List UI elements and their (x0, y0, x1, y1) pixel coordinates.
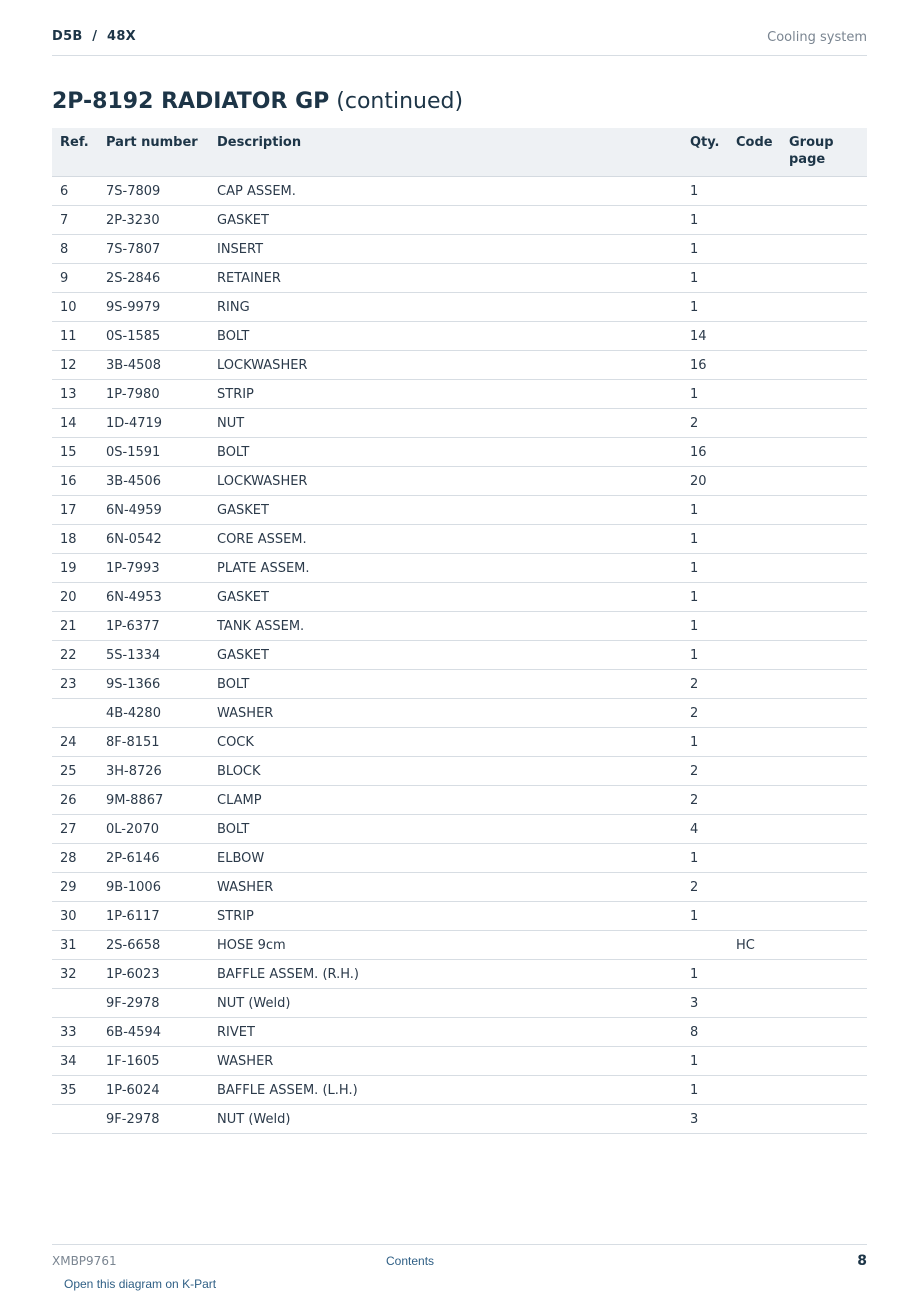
cell-description: INSERT (209, 235, 682, 264)
cell-ref: 33 (52, 1018, 98, 1047)
cell-part-number: 6N-4953 (98, 583, 209, 612)
cell-part-number: 4B-4280 (98, 699, 209, 728)
cell-description: GASKET (209, 583, 682, 612)
table-row (52, 380, 867, 409)
cell-code (728, 786, 781, 815)
cell-part-number: 5S-1334 (98, 641, 209, 670)
cell-ref: 16 (52, 467, 98, 496)
cell-description: GASKET (209, 206, 682, 235)
cell-qty: 8 (682, 1018, 728, 1047)
cell-group-page (781, 815, 867, 844)
cell-qty: 20 (682, 467, 728, 496)
column-header-group-page: Group page (781, 128, 867, 177)
cell-qty: 1 (682, 583, 728, 612)
cell-part-number: 8F-8151 (98, 728, 209, 757)
cell-part-number: 2S-6658 (98, 931, 209, 960)
cell-ref: 18 (52, 525, 98, 554)
page-number: 8 (857, 1253, 867, 1269)
cell-part-number: 1P-6377 (98, 612, 209, 641)
cell-ref: 10 (52, 293, 98, 322)
cell-code (728, 206, 781, 235)
cell-group-page (781, 1018, 867, 1047)
cell-qty: 1 (682, 844, 728, 873)
cell-group-page (781, 641, 867, 670)
cell-description: NUT (Weld) (209, 1105, 682, 1134)
cell-ref: 20 (52, 583, 98, 612)
cell-ref: 6 (52, 177, 98, 206)
cell-ref: 34 (52, 1047, 98, 1076)
cell-group-page (781, 757, 867, 786)
cell-description: GASKET (209, 641, 682, 670)
cell-qty: 2 (682, 873, 728, 902)
cell-part-number: 0S-1591 (98, 438, 209, 467)
parts-table-body (52, 177, 867, 1134)
cell-description: BLOCK (209, 757, 682, 786)
cell-qty: 1 (682, 206, 728, 235)
cell-description: GASKET (209, 496, 682, 525)
cell-code (728, 612, 781, 641)
cell-ref: 35 (52, 1076, 98, 1105)
table-row (52, 467, 867, 496)
cell-qty: 1 (682, 1076, 728, 1105)
cell-description: BOLT (209, 322, 682, 351)
cell-qty: 2 (682, 670, 728, 699)
table-row (52, 989, 867, 1018)
cell-ref: 30 (52, 902, 98, 931)
cell-code (728, 902, 781, 931)
table-row (52, 554, 867, 583)
continued-label: (continued) (336, 89, 464, 114)
cell-qty: 1 (682, 293, 728, 322)
cell-ref: 12 (52, 351, 98, 380)
cell-part-number: 3B-4506 (98, 467, 209, 496)
table-row (52, 525, 867, 554)
cell-ref: 23 (52, 670, 98, 699)
table-row (52, 351, 867, 380)
cell-part-number: 1P-7993 (98, 554, 209, 583)
table-row (52, 177, 867, 206)
cell-description: STRIP (209, 902, 682, 931)
cell-code (728, 380, 781, 409)
cell-qty: 1 (682, 554, 728, 583)
cell-part-number: 9S-9979 (98, 293, 209, 322)
cell-qty: 1 (682, 177, 728, 206)
table-row (52, 235, 867, 264)
cell-ref: 21 (52, 612, 98, 641)
assembly-title: 2P-8192 RADIATOR GP (52, 89, 330, 114)
cell-code (728, 1018, 781, 1047)
cell-code (728, 815, 781, 844)
cell-part-number: 2P-6146 (98, 844, 209, 873)
cell-part-number: 7S-7807 (98, 235, 209, 264)
table-row (52, 960, 867, 989)
cell-description: LOCKWASHER (209, 351, 682, 380)
cell-group-page (781, 786, 867, 815)
cell-qty: 14 (682, 322, 728, 351)
cell-description: HOSE 9cm (209, 931, 682, 960)
cell-code (728, 351, 781, 380)
table-row (52, 1018, 867, 1047)
cell-group-page (781, 380, 867, 409)
cell-qty: 1 (682, 380, 728, 409)
cell-part-number: 0S-1585 (98, 322, 209, 351)
cell-qty: 1 (682, 902, 728, 931)
table-row (52, 293, 867, 322)
cell-description: CORE ASSEM. (209, 525, 682, 554)
cell-group-page (781, 177, 867, 206)
cell-part-number: 0L-2070 (98, 815, 209, 844)
cell-code (728, 264, 781, 293)
cell-qty: 1 (682, 525, 728, 554)
cell-qty: 4 (682, 815, 728, 844)
cell-group-page (781, 293, 867, 322)
cell-ref (52, 989, 98, 1018)
cell-qty (682, 931, 728, 960)
cell-part-number: 1P-7980 (98, 380, 209, 409)
table-row (52, 641, 867, 670)
cell-part-number: 1D-4719 (98, 409, 209, 438)
cell-ref: 24 (52, 728, 98, 757)
cell-group-page (781, 583, 867, 612)
cell-group-page (781, 264, 867, 293)
cell-description: BAFFLE ASSEM. (R.H.) (209, 960, 682, 989)
open-diagram-link[interactable]: Open this diagram on K-Part (64, 1277, 217, 1291)
cell-group-page (781, 409, 867, 438)
cell-description: RETAINER (209, 264, 682, 293)
cell-group-page (781, 989, 867, 1018)
cell-part-number: 6N-4959 (98, 496, 209, 525)
cell-ref: 11 (52, 322, 98, 351)
cell-description: CLAMP (209, 786, 682, 815)
cell-part-number: 1P-6024 (98, 1076, 209, 1105)
cell-description: BAFFLE ASSEM. (L.H.) (209, 1076, 682, 1105)
cell-ref: 31 (52, 931, 98, 960)
cell-group-page (781, 525, 867, 554)
cell-part-number: 9B-1006 (98, 873, 209, 902)
table-row (52, 844, 867, 873)
table-row (52, 699, 867, 728)
cell-description: WASHER (209, 1047, 682, 1076)
cell-group-page (781, 670, 867, 699)
cell-group-page (781, 322, 867, 351)
cell-code (728, 989, 781, 1018)
cell-ref (52, 1105, 98, 1134)
cell-group-page (781, 496, 867, 525)
cell-code (728, 960, 781, 989)
cell-group-page (781, 844, 867, 873)
table-row (52, 206, 867, 235)
table-row (52, 322, 867, 351)
cell-group-page (781, 960, 867, 989)
cell-ref: 25 (52, 757, 98, 786)
table-row (52, 1076, 867, 1105)
table-row (52, 409, 867, 438)
cell-ref: 8 (52, 235, 98, 264)
document-id: XMBP9761 (52, 1254, 117, 1268)
cell-ref: 19 (52, 554, 98, 583)
cell-qty: 16 (682, 351, 728, 380)
cell-code (728, 641, 781, 670)
page-title (52, 89, 463, 114)
cell-part-number: 3H-8726 (98, 757, 209, 786)
cell-ref: 29 (52, 873, 98, 902)
cell-code (728, 1047, 781, 1076)
cell-qty: 1 (682, 728, 728, 757)
cell-group-page (781, 206, 867, 235)
cell-code (728, 409, 781, 438)
cell-qty: 1 (682, 641, 728, 670)
table-row (52, 931, 867, 960)
cell-part-number: 9F-2978 (98, 989, 209, 1018)
parts-table-header (52, 128, 867, 177)
cell-ref: 13 (52, 380, 98, 409)
cell-description: NUT (Weld) (209, 989, 682, 1018)
cell-description: RING (209, 293, 682, 322)
parts-table (52, 128, 867, 1134)
cell-group-page (781, 467, 867, 496)
cell-description: TANK ASSEM. (209, 612, 682, 641)
cell-code: HC (728, 931, 781, 960)
cell-group-page (781, 235, 867, 264)
cell-group-page (781, 1047, 867, 1076)
cell-group-page (781, 438, 867, 467)
table-row (52, 670, 867, 699)
cell-code (728, 583, 781, 612)
cell-code (728, 670, 781, 699)
cell-part-number: 1P-6117 (98, 902, 209, 931)
cell-description: RIVET (209, 1018, 682, 1047)
cell-ref: 28 (52, 844, 98, 873)
table-row (52, 873, 867, 902)
cell-code (728, 467, 781, 496)
cell-description: NUT (209, 409, 682, 438)
table-row (52, 1105, 867, 1134)
cell-code (728, 699, 781, 728)
cell-part-number: 1P-6023 (98, 960, 209, 989)
cell-ref: 7 (52, 206, 98, 235)
cell-description: PLATE ASSEM. (209, 554, 682, 583)
table-row (52, 786, 867, 815)
cell-part-number: 6B-4594 (98, 1018, 209, 1047)
column-header-qty: Qty. (682, 128, 728, 177)
contents-link[interactable]: Contents (386, 1254, 435, 1268)
cell-code (728, 525, 781, 554)
cell-part-number: 6N-0542 (98, 525, 209, 554)
cell-qty: 1 (682, 960, 728, 989)
model-label: D5B / 48X (52, 29, 137, 44)
cell-qty: 2 (682, 786, 728, 815)
cell-part-number: 9F-2978 (98, 1105, 209, 1134)
table-row (52, 902, 867, 931)
page-footer (52, 1244, 867, 1295)
cell-ref: 17 (52, 496, 98, 525)
cell-qty: 2 (682, 699, 728, 728)
table-row (52, 728, 867, 757)
column-header-part-number: Part number (98, 128, 209, 177)
cell-code (728, 438, 781, 467)
cell-description: WASHER (209, 699, 682, 728)
cell-code (728, 496, 781, 525)
cell-group-page (781, 554, 867, 583)
cell-description: BOLT (209, 815, 682, 844)
cell-part-number: 9M-8867 (98, 786, 209, 815)
cell-description: WASHER (209, 873, 682, 902)
column-header-description: Description (209, 128, 682, 177)
cell-code (728, 235, 781, 264)
cell-description: BOLT (209, 438, 682, 467)
cell-group-page (781, 699, 867, 728)
cell-part-number: 2P-3230 (98, 206, 209, 235)
table-row (52, 496, 867, 525)
cell-code (728, 177, 781, 206)
cell-ref: 15 (52, 438, 98, 467)
cell-code (728, 293, 781, 322)
table-row (52, 264, 867, 293)
cell-code (728, 1076, 781, 1105)
cell-part-number: 7S-7809 (98, 177, 209, 206)
cell-ref: 14 (52, 409, 98, 438)
cell-group-page (781, 902, 867, 931)
cell-qty: 3 (682, 1105, 728, 1134)
table-row (52, 1047, 867, 1076)
cell-part-number: 3B-4508 (98, 351, 209, 380)
cell-ref: 27 (52, 815, 98, 844)
cell-part-number: 2S-2846 (98, 264, 209, 293)
cell-code (728, 1105, 781, 1134)
page-header (52, 29, 867, 56)
table-row (52, 438, 867, 467)
cell-group-page (781, 931, 867, 960)
cell-description: COCK (209, 728, 682, 757)
cell-code (728, 873, 781, 902)
cell-qty: 1 (682, 496, 728, 525)
cell-qty: 1 (682, 264, 728, 293)
cell-qty: 1 (682, 235, 728, 264)
cell-qty: 16 (682, 438, 728, 467)
cell-group-page (781, 728, 867, 757)
cell-qty: 1 (682, 1047, 728, 1076)
cell-description: STRIP (209, 380, 682, 409)
cell-code (728, 554, 781, 583)
cell-description: CAP ASSEM. (209, 177, 682, 206)
cell-ref: 22 (52, 641, 98, 670)
table-row (52, 612, 867, 641)
column-header-ref: Ref. (52, 128, 98, 177)
cell-group-page (781, 612, 867, 641)
cell-description: LOCKWASHER (209, 467, 682, 496)
cell-ref: 9 (52, 264, 98, 293)
cell-part-number: 1F-1605 (98, 1047, 209, 1076)
cell-part-number: 9S-1366 (98, 670, 209, 699)
cell-ref (52, 699, 98, 728)
cell-code (728, 757, 781, 786)
cell-qty: 2 (682, 409, 728, 438)
cell-ref: 26 (52, 786, 98, 815)
cell-code (728, 728, 781, 757)
cell-qty: 1 (682, 612, 728, 641)
cell-description: ELBOW (209, 844, 682, 873)
cell-ref: 32 (52, 960, 98, 989)
table-row (52, 757, 867, 786)
cell-description: BOLT (209, 670, 682, 699)
cell-group-page (781, 1076, 867, 1105)
cell-code (728, 322, 781, 351)
section-name: Cooling system (767, 30, 867, 45)
cell-qty: 3 (682, 989, 728, 1018)
table-row (52, 815, 867, 844)
table-row (52, 583, 867, 612)
cell-code (728, 844, 781, 873)
cell-group-page (781, 873, 867, 902)
cell-group-page (781, 1105, 867, 1134)
cell-qty: 2 (682, 757, 728, 786)
cell-group-page (781, 351, 867, 380)
column-header-code: Code (728, 128, 781, 177)
